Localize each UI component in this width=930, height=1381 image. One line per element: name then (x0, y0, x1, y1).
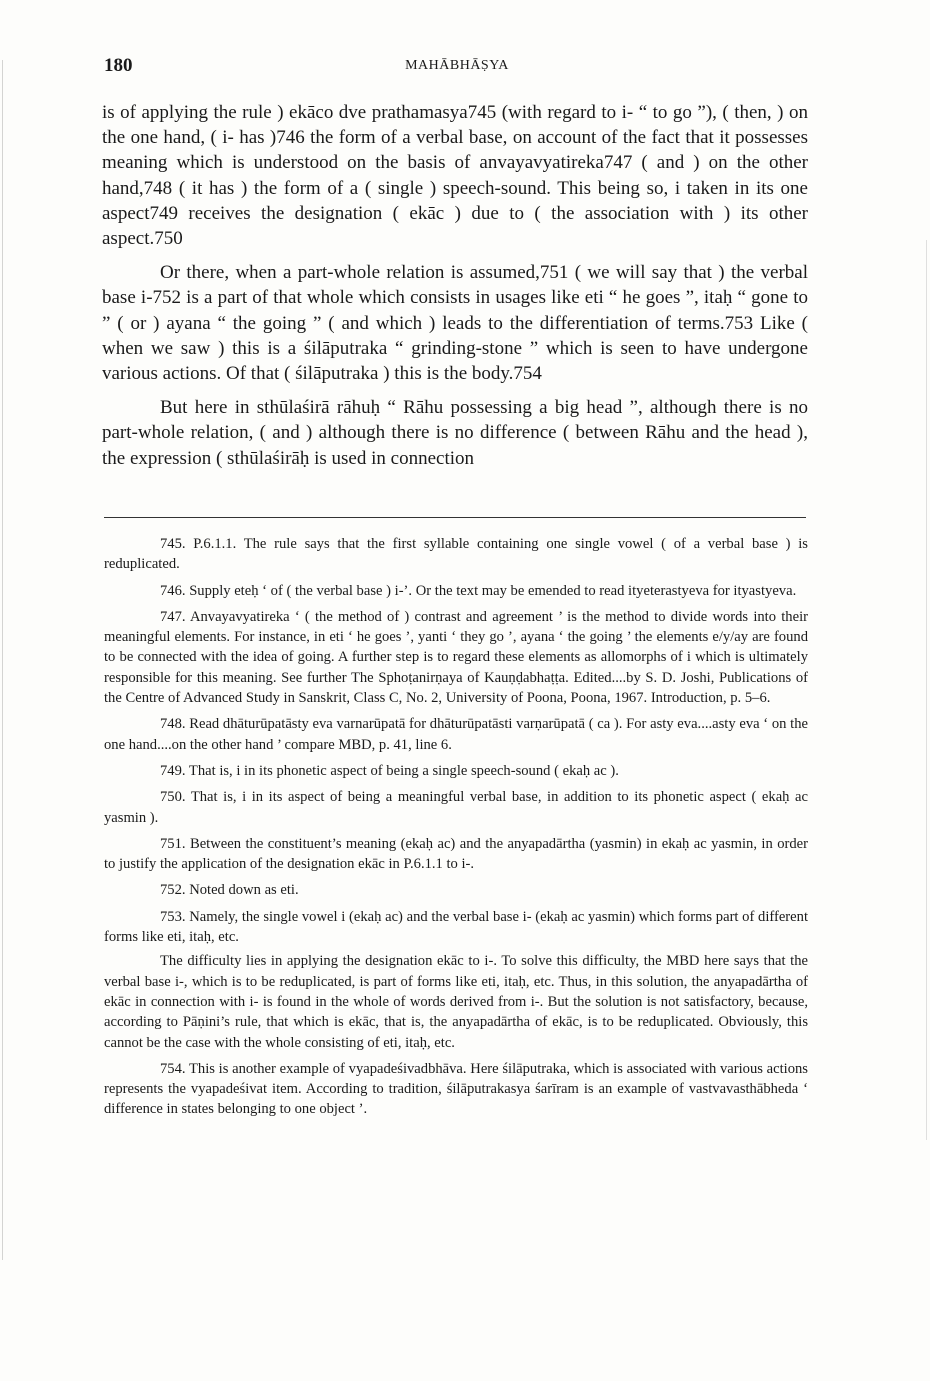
footnote-separator (104, 517, 806, 518)
body-paragraph: is of applying the rule ) ekāco dve prathamasya745 (with regard to i- “ to go ”), ( then, ) on the one hand, ( i- has )746 the form of a verbal base, on account of the fact that it possesses meaning which is understood on the basis of anvayavyatireka747 ( and ) on the other hand,748 ( it has ) the form of a ( single ) speech-sound. This being so, i taken in its one aspect749 receives the designation ( ekāc ) due to ( the association with ) its other aspect.750 (102, 102, 808, 250)
main-text (102, 100, 808, 480)
footnote: 752. Noted down as eti. (160, 882, 299, 899)
page-header (104, 55, 810, 81)
footnote-continuation: The difficulty lies in applying the designation ekāc to i-. To solve this difficulty, the MBD here says that the verbal base i-, which is to be reduplicated, is part of forms like eti, itaḥ, etc. Thus, in this solution, the anyapadārtha of ekāc in connection with i- is found in the whole of words derived from i-. But the solution is not satisfactory, because, according to Pāṇini’s rule, that which is ekāc, that is, the anyapadārtha of ekāc, is to be reduplicated. Obviously, this cannot be the case with the whole consisting of eti, itaḥ, etc. (104, 953, 808, 1051)
footnote: 753. Namely, the single vowel i (ekaḥ ac) and the verbal base i- (ekaḥ ac yasmin) which forms part of different forms like eti, itaḥ, etc. (104, 908, 808, 946)
footnote: 748. Read dhāturūpatāsty eva varnarūpatā for dhāturūpatāsti varṇarūpatā ( ca ). For asty eva....asty eva ‘ on the one hand....on the other hand ’ compare MBD, p. 41, line 6. (104, 716, 808, 753)
footnote: 747. Anvayavyatireka ‘ ( the method of ) contrast and agreement ’ is the method to divide words into their meaningful elements. For instance, in eti ‘ he goes ’, yanti ‘ they go ’, ayana ‘ the going ’ the elements e/y/ay are found to be connected with the idea of going. A further step is to regard these elements as allomorphs of i which is ultimately responsible for this meaning. See further The Sphoṭanirṇaya of Kauṇḍabhaṭṭa. Edited....by S. D. Joshi, Publications of the Centre of Advanced Study in Sanskrit, Class C, No. 2, University of Poona, Poona, 1967. Introduction, p. 5–6. (104, 608, 808, 707)
footnote: 751. Between the constituent’s meaning (ekaḥ ac) and the anyapadārtha (yasmin) in ekaḥ ac yasmin, in order to justify the application of the designation ekāc in P.6.1.1 to i-. (104, 835, 808, 873)
scan-edge-mark (2, 60, 3, 1260)
body-paragraph: But here in sthūlaśirā rāhuḥ “ Rāhu possessing a big head ”, although there is no part-whole relation, ( and ) although there is no difference ( between Rāhu and the head ), the expression ( sthūlaśirāḥ is used in connection (102, 397, 808, 469)
footnote: 745. P.6.1.1. The rule says that the first syllable containing one single vowel ( of a verbal base ) is reduplicated. (104, 536, 808, 573)
footnote: 754. This is another example of vyapadeśivadbhāva. Here śilāputraka, which is associated with various actions represents the vyapadeśivat item. According to tradition, śilāputrakasya śarīram is an example of vastvavasthābheda ‘ difference in states belonging to one object ’. (104, 1060, 808, 1118)
scan-edge-mark (926, 240, 927, 1140)
footnote: 750. That is, i in its aspect of being a meaningful verbal base, in addition to its phonetic aspect ( ekaḥ ac yasmin ). (104, 789, 808, 826)
page-number: 180 (104, 55, 133, 76)
body-paragraph: Or there, when a part-whole relation is assumed,751 ( we will say that ) the verbal base i-752 is a part of that whole which consists in usages like eti “ he goes ”, itaḥ “ gone to ” ( or ) ayana “ the going ” ( and which ) leads to the differentiation of terms.753 Like ( when we saw ) this is a śilāputraka “ grinding-stone ” which is seen to have undergone various actions. Of that ( śilāputraka ) this is the body.754 (102, 262, 808, 385)
running-title: MAHĀBHĀṢYA (405, 58, 509, 73)
footnote: 746. Supply eteḥ ‘ of ( the verbal base ) i-’. Or the text may be emended to read ityeterastyeva for ityastyeva. (160, 582, 797, 599)
footnote: 749. That is, i in its phonetic aspect of being a single speech-sound ( ekaḥ ac ). (160, 762, 619, 779)
footnotes (104, 534, 808, 1126)
